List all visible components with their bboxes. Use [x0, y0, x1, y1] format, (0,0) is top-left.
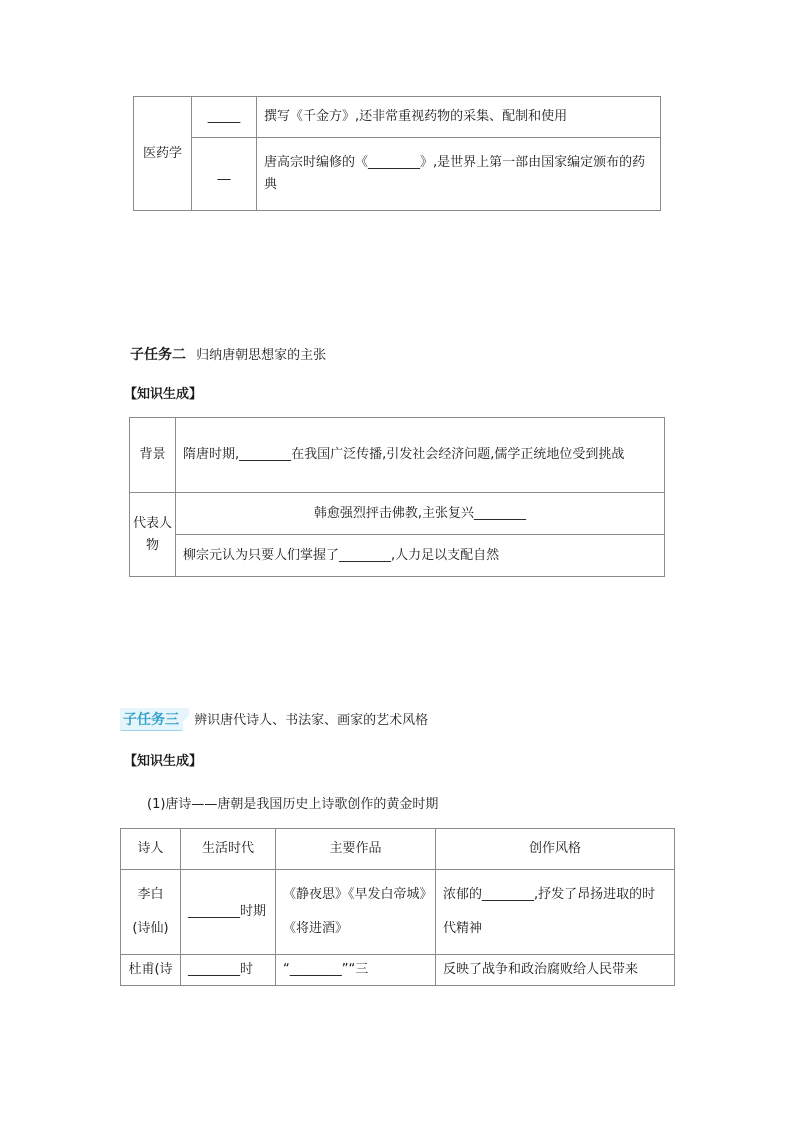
task3-badge: 子任务三: [120, 708, 183, 731]
header-poet: 诗人: [121, 829, 181, 870]
style-cell: 浓郁的________,抒发了昂扬进取的时代精神: [436, 870, 675, 955]
person-blank-cell: __: [192, 138, 257, 211]
era-cell: ________时: [181, 955, 276, 986]
thinker-table: [129, 417, 665, 577]
bg-text-cell: 隋唐时期,________在我国广泛传播,引发社会经济问题,儒学正统地位受到挑战: [176, 418, 665, 493]
task3-intro: (1)唐诗——唐朝是我国历史上诗歌创作的黄金时期: [147, 797, 439, 812]
task3-heading: [120, 708, 428, 731]
task2-heading: [130, 344, 326, 364]
task2-title: 归纳唐朝思想家的主张: [196, 348, 327, 363]
works-cell: 《静夜思》《早发白帝城》《将进酒》: [276, 870, 436, 955]
poet-cell: 杜甫(诗: [121, 955, 181, 986]
header-era: 生活时代: [181, 829, 276, 870]
rep-liu-cell: 柳宗元认为只要人们掌握了________,人力足以支配自然: [176, 535, 665, 577]
era-cell: ________时期: [181, 870, 276, 955]
header-style: 创作风格: [436, 829, 675, 870]
medicine-table: [133, 96, 661, 211]
content-cell: 唐高宗时编修的《________》,是世界上第一部由国家编定颁布的药典: [257, 138, 661, 211]
category-cell: 医药学: [134, 97, 192, 211]
task2-label: 子任务二: [130, 347, 186, 363]
task2-section: 【知识生成】: [124, 387, 203, 402]
rep-hanyu-cell: 韩愈强烈抨击佛教,主张复兴________: [176, 493, 665, 535]
bg-label-cell: 背景: [130, 418, 176, 493]
header-works: 主要作品: [276, 829, 436, 870]
rep-label-cell: 代表人物: [130, 493, 176, 577]
content-cell: 撰写《千金方》,还非常重视药物的采集、配制和使用: [257, 97, 661, 138]
works-cell: “________”“三: [276, 955, 436, 986]
poet-cell: 李白 (诗仙): [121, 870, 181, 955]
task3-section: 【知识生成】: [124, 754, 203, 769]
poet-table: [120, 828, 675, 986]
task3-title: 辨识唐代诗人、书法家、画家的艺术风格: [194, 713, 429, 728]
person-blank-cell: _____: [192, 97, 257, 138]
style-cell: 反映了战争和政治腐败给人民带来: [436, 955, 675, 986]
